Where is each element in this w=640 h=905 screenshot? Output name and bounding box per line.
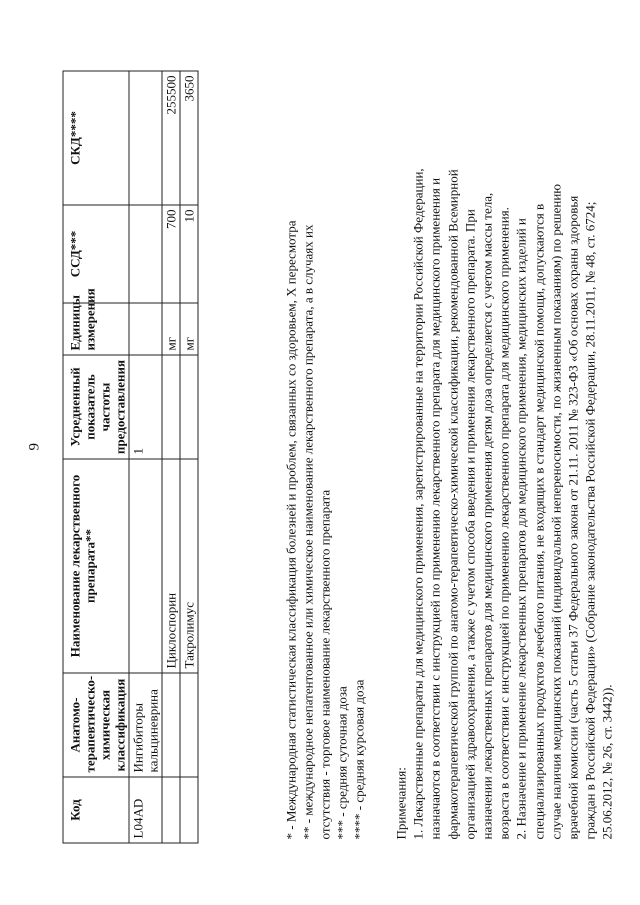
- notes-line: граждан в Российской Федерации» (Собрание законодательства Российской Федерации, 28.11.2011, № 48, ст. 6724;: [582, 201, 598, 839]
- cell-frequency: [180, 355, 198, 459]
- footnote-line: отсутствия - торговое наименование лекарственного препарата: [317, 489, 332, 839]
- footnote-line: * - Международная статистическая классификация болезней и проблем, связанных со здоровьем, X пересмотра: [283, 220, 298, 839]
- cell-atc: [162, 673, 180, 777]
- header-frequency: Усредненный показатель частоты предоставления: [63, 355, 129, 459]
- notes-line: назначаются в соответствии с инструкцией по применению лекарственного препарата для медицинского применения и: [427, 177, 443, 839]
- cell-drug-name: Такролимус: [180, 459, 198, 673]
- cell-skd: 3650: [180, 71, 198, 205]
- footnote-line: **** - средняя курсовая доза: [351, 679, 366, 839]
- page-number: 9: [26, 442, 42, 450]
- cell-unit: мг: [180, 303, 198, 355]
- cell-atc: [180, 673, 198, 777]
- cell-group-name: [129, 459, 162, 673]
- notes-line: 2. Назначение и применение лекарственных препаратов для медицинского применения, медицинских изделий и: [513, 217, 529, 839]
- header-unit: Единицы измерения: [63, 303, 129, 355]
- cell-skd: 255500: [162, 71, 180, 205]
- cell-group-frequency: 1: [129, 355, 162, 459]
- cell-frequency: [162, 355, 180, 459]
- notes-line: специализированных продуктов лечебного питания, не входящих в стандарт медицинской помощи, допускаются в: [530, 203, 546, 839]
- cell-group-code: L04AD: [129, 777, 162, 843]
- header-name: Наименование лекарственного препарата**: [63, 459, 129, 673]
- cell-group-skd: [129, 71, 162, 205]
- table-row: [180, 71, 198, 843]
- header-ssd: ССД***: [63, 205, 129, 303]
- notes-line: назначении лекарственных препаратов для медицинского применения детям доза определяется с учетом массы тела,: [479, 192, 495, 839]
- notes-title: Примечания:: [393, 766, 408, 839]
- cell-group-unit: [129, 303, 162, 355]
- cell-group-ssd: [129, 205, 162, 303]
- table-row-group: [129, 71, 162, 843]
- footnote-line: ** - международное непатентованное или химическое наименование лекарственного препарата, а в случаях их: [300, 224, 315, 839]
- notes-line: организацией здравоохранения, а также с учетом способа введения и применения лекарственного препарата. При: [461, 208, 477, 839]
- notes-line: 25.06.2012, № 26, ст. 3442)).: [599, 683, 615, 839]
- notes-line: случае наличия медицинских показаний (индивидуальной непереносимости, по жизненным показаниям) по решению: [547, 183, 563, 839]
- notes-line: врачебной комиссии (часть 5 статьи 37 Федерального закона от 21.11. 2011 № 323-ФЗ «Об основах охраны здоровья: [565, 195, 581, 839]
- cell-unit: мг: [162, 303, 180, 355]
- cell-ssd: 700: [162, 205, 180, 303]
- notes-line: фармакотерапевтической группой по анатомо-терапевтическо-химической классификации, рекомендованной Всемирной: [444, 168, 460, 839]
- cell-drug-name: Циклоспорин: [162, 459, 180, 673]
- table-header-row: [63, 71, 129, 843]
- cell-code: [180, 777, 198, 843]
- footnotes: [282, 59, 367, 839]
- notes-line: возраста в соответствии с инструкцией по применению лекарственного препарата для медицинского применения.: [496, 206, 512, 839]
- notes-line: 1. Лекарственные препараты для медицинского применения, зарегистрированные на территории Российской Федерации,: [410, 167, 426, 839]
- header-code: Код: [63, 777, 129, 843]
- drug-table: [62, 70, 198, 843]
- footnote-line: *** - средняя суточная доза: [334, 685, 349, 839]
- cell-ssd: 10: [180, 205, 198, 303]
- header-skd: СКД****: [63, 71, 129, 205]
- table-row: [162, 71, 180, 843]
- header-atc: Анатомо-терапевтическо-химическая классификация: [63, 673, 129, 777]
- notes-section: [392, 59, 616, 839]
- cell-group-atc: Ингибиторы кальциневрина: [129, 673, 162, 777]
- cell-code: [162, 777, 180, 843]
